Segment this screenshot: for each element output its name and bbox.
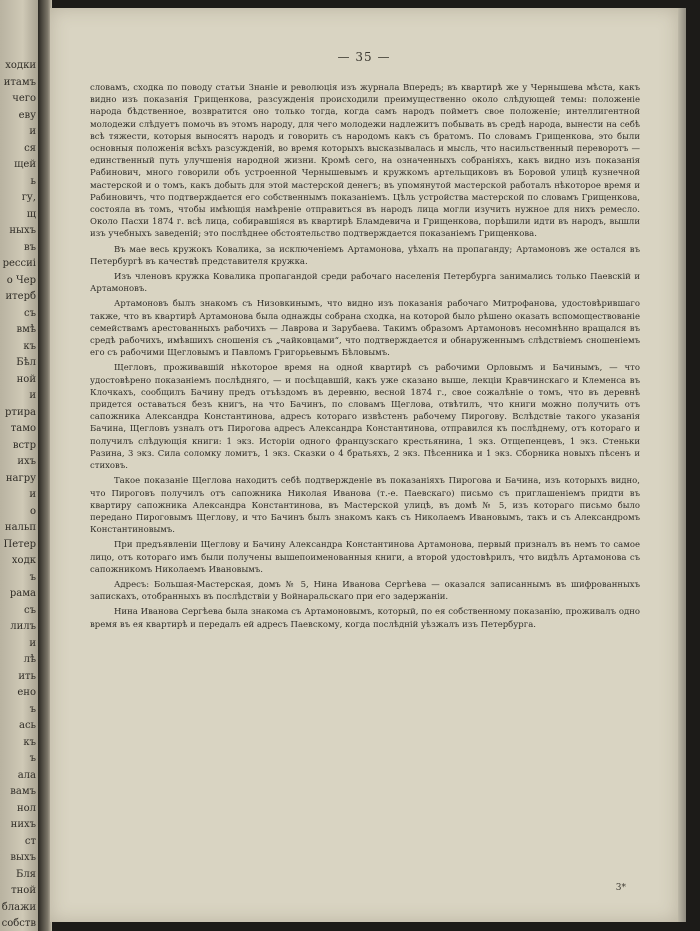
previous-page-fragment: ъ: [29, 703, 36, 715]
previous-page-fragment: щей: [14, 159, 36, 170]
previous-page-fragment: ст: [24, 835, 36, 847]
document-page: [50, 8, 678, 922]
previous-page-fragment: въ: [24, 241, 36, 253]
paragraph: Изъ членовъ кружка Ковалика пропагандой среди рабочаго населенія Петербурга занимались только Паевскій и Артамоновъ.: [90, 272, 640, 295]
previous-page-fragment: рессиі: [2, 258, 36, 269]
previous-page-fragment: нальп: [4, 522, 36, 533]
previous-page-fragment: Петер: [3, 538, 36, 550]
previous-page-fragment: ной: [16, 373, 36, 385]
previous-page-fragment: тамо: [10, 423, 36, 434]
page-number: — 35 —: [337, 50, 391, 64]
previous-page-fragment: и: [29, 126, 36, 137]
previous-page-fragment: къ: [23, 340, 36, 352]
previous-page-fragment: ась: [18, 720, 36, 731]
previous-page-fragment: блажи: [1, 901, 36, 913]
previous-page-edge: [0, 0, 38, 931]
previous-page-fragment: нол: [16, 802, 36, 814]
paragraph: Щегловъ, проживавшій нѣкоторое время на одной квартирѣ съ рабочими Орловымъ и Бачинымъ, — что удостовѣрено показаніемъ послѣдняго, — и посѣщавшій, какъ уже сказано выше, лекціи Кравчинскаго и Клеменса въ Клочкахъ, сообщилъ Бачину предъ отъѣздомъ въ деревню, весной 1874 г., свое сожалѣніе о томъ, что въ деревнѣ придется оставаться безъ книгъ, на что Бачинъ, по словамъ Щеглова, отвѣтилъ, что книги можно получить отъ сапожника Александра Константинова, адресъ котораго извѣстенъ рабочему Пирогову. Вслѣдствіе такого указанія Бачина, Щегловъ узналъ отъ Пирогова адресъ Александра Константинова, отправился къ послѣднему, отъ котораго и получилъ слѣдующія книги: 1 экз. Исторіи одного французскаго крестьянина, 1 экз. Отщепенцевъ, 1 экз. Стеньки Разина, 3 экз. Сила соломку ломитъ, 1 экз. Сказки о 4 братьяхъ, 2 экз. Пѣсенника и 1 экз. Сборника новыхъ пѣсенъ и стиховъ.: [90, 363, 640, 472]
previous-page-fragment: ить: [18, 670, 36, 682]
previous-page-fragment: вамъ: [10, 786, 36, 797]
previous-page-fragment: съ: [24, 307, 36, 319]
previous-page-fragment: къ: [23, 736, 36, 748]
previous-page-fragment: встр: [12, 439, 36, 451]
previous-page-fragment: нихъ: [10, 819, 36, 830]
paragraph: Артамоновъ былъ знакомъ съ Низовкинымъ, что видно изъ показанія рабочаго Митрофанова, удостовѣрившаго также, что въ квартирѣ Артамонова была однажды собрана сходка, на которой было рѣшено оказать вспомоществованіе семействамъ арестованныхъ рабочихъ — Лаврова и Зарубаева. Такимъ образомъ Артамоновъ несомнѣнно вращался въ средѣ рабочихъ, имѣвшихъ сношенія съ „чайковцами“, что подтверждается и обнаруженнымъ слѣдствіемъ сношеніемъ его съ рабочими Щегловымъ и Павломъ Григорьевымъ Бѣловымъ.: [90, 299, 640, 359]
previous-page-fragment: итерб: [5, 291, 36, 302]
previous-page-fragment: съ: [24, 604, 36, 616]
previous-page-fragment: ся: [24, 142, 36, 154]
previous-page-fragment: Бѣл: [16, 357, 36, 368]
previous-page-fragment: чего: [12, 93, 36, 104]
previous-page-fragment: щ: [26, 208, 36, 220]
page-body: [90, 82, 640, 634]
previous-page-fragment: гу,: [21, 192, 36, 203]
previous-page-fragment: ходки: [5, 60, 36, 71]
previous-page-fragment: ь: [30, 175, 36, 187]
previous-page-fragment: ено: [17, 687, 36, 698]
previous-page-fragment: и: [29, 390, 36, 401]
previous-page-fragment: ихъ: [17, 456, 36, 467]
previous-page-fragment: ъ: [29, 571, 36, 583]
previous-page-fragment: рама: [9, 588, 36, 599]
previous-page-fragment: лѣ: [23, 654, 36, 665]
previous-page-fragment: тной: [11, 885, 36, 896]
previous-page-fragment: о Чер: [6, 274, 36, 286]
previous-page-fragment: собств: [1, 918, 36, 929]
signature-mark: 3*: [615, 883, 626, 893]
previous-page-fragment: нагру: [5, 472, 36, 484]
paragraph: словамъ, сходка по поводу статьи Знаніе и революція изъ журнала Впередъ; въ квартирѣ же у Чернышева мѣста, какъ видно изъ показанія Грищенкова, разсужденія происходили преимущественно около слѣдующей темы: положеніе народа бѣдственное, возвратится оно только тогда, когда самъ народъ пойметъ свое положеніе; интеллигентной молодежи слѣдуетъ помочь въ этомъ народу, для чего молодежи надлежитъ побывать въ средѣ народа, вынести на себѣ всѣ тяжести, которыя выносятъ народъ и говорить съ народомъ какъ съ братомъ. По словамъ Грищенкова, это были основныя положенія всѣхъ разсужденій, во время которыхъ высказывалась и мысль, что насильственный переворотъ — единственный путь улучшенія народной жизни. Кромѣ сего, на означенныхъ собраніяхъ, какъ видно изъ показанія Рабинович, много говорили объ устроенной Чернышевымъ и кружкомъ артельщиковъ въ Боровой улицѣ кузнечной мастерской и о томъ, какъ добыть для этой мастерской денегъ; въ упомянутой мастерской работалъ нѣкоторое время и Рабиновичъ, что подтверждается его собственнымъ показаніемъ. Цѣль устройства мастерской по словамъ Грищенкова, состояла въ томъ, чтобы имѣющія намѣреніе отправиться въ народъ лица могли изучить нужное для нихъ ремесло. Около Пасхи 1874 г. всѣ лица, собиравшіяся въ квартирѣ Бламдевича и Грищенкова, порѣшили идти въ народъ, вышли изъ учебныхъ заведеній; это послѣднее обстоятельство подтверждается показаніемъ Грищенкова.: [90, 83, 640, 240]
paragraph: Нина Иванова Сергѣева была знакома съ Артамоновымъ, который, по ея собственному показанію, проживалъ одно время въ ея квартирѣ и передалъ ей адресъ Паевскому, когда послѣдній уѣзжалъ изъ Петербурга.: [90, 607, 640, 630]
previous-page-fragment: ртира: [5, 406, 36, 418]
previous-page-fragment: ходк: [11, 555, 36, 566]
previous-page-fragment: лилъ: [10, 621, 36, 632]
previous-page-fragment: о: [29, 505, 36, 517]
paragraph: Адресъ: Большая-Мастерская, домъ № 5, Нина Иванова Сергѣева — оказался записаннымъ въ шифрованныхъ запискахъ, отобранныхъ въ послѣдствіи у Войнаральскаго при его задержаніи.: [90, 579, 640, 603]
previous-page-fragment: вмѣ: [16, 324, 36, 335]
previous-page-fragment: ныхъ: [9, 225, 36, 236]
previous-page-fragment: и: [29, 637, 36, 649]
previous-page-fragment: итамъ: [3, 76, 36, 88]
paragraph: Такое показаніе Щеглова находитъ себѣ подтвержденіе въ показаніяхъ Пирогова и Бачина, изъ которыхъ видно, что Пироговъ получилъ отъ сапожника Николая Иванова (т.-е. Паевскаго) письмо съ приглашеніемъ придти въ квартиру сапожника Александра Константинова, въ Мастерской улицѣ, въ домѣ № 5, изъ котораго письмо было передано Пироговымъ Щеглову, и что Бачинъ былъ знакомъ какъ съ Николаемъ Ивановымъ, такъ и съ Александромъ Константиновымъ.: [90, 476, 640, 536]
previous-page-fragment: ъ: [29, 753, 36, 764]
page-edge: [678, 8, 686, 922]
previous-page-fragment: и: [29, 489, 36, 500]
previous-page-fragment: выхъ: [10, 852, 36, 863]
previous-page-fragment: еву: [18, 109, 36, 121]
previous-page-fragment: Бля: [15, 868, 36, 880]
paragraph: При предъявленіи Щеглову и Бачину Александра Константинова Артамонова, первый призналъ въ немъ то самое лицо, отъ котораго имъ были получены вышепоименованныя книги, а второй удостовѣрилъ, что видѣлъ Артамонова съ сапожникомъ Николаемъ Ивановымъ.: [90, 540, 640, 575]
paragraph: Въ мае весь кружокъ Ковалика, за исключеніемъ Артамонова, уѣхалъ на пропаганду; Артамоновъ же остался въ Петербургѣ въ качествѣ представителя кружка.: [90, 244, 640, 267]
previous-page-fragment: ала: [17, 769, 36, 781]
